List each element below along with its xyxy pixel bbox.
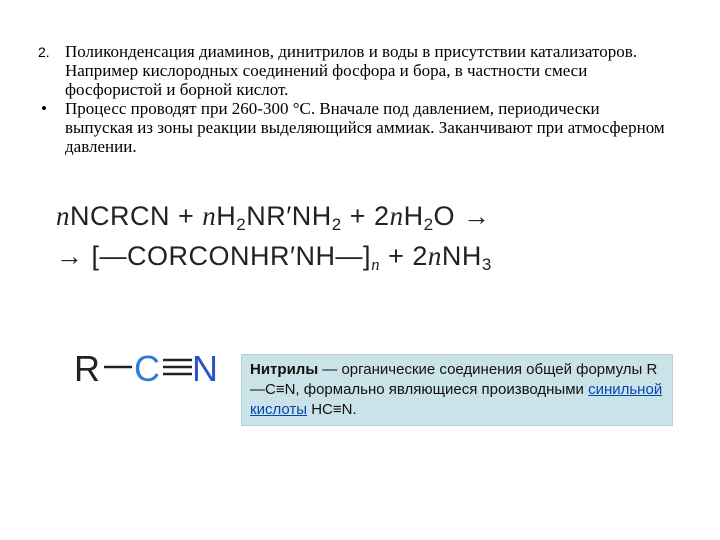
reactant-diamine: H <box>216 201 237 231</box>
atom-n: N <box>192 348 218 388</box>
reactant-dinitrile: NCRCN + <box>70 201 203 231</box>
equation-line-1 <box>56 196 492 236</box>
subscript: 2 <box>423 215 434 234</box>
triple-bond <box>163 360 192 374</box>
product-ammonia: NH <box>441 241 482 271</box>
coef-n: n <box>389 201 404 231</box>
definition-term: Нитрилы <box>250 361 319 378</box>
paragraph-text: Процесс проводят при 260-300 °С. Вначале под давлением, периодически выпуская из зоны реакции выделяющийся аммиак. Заканчивают при атмосферном давлении. <box>65 99 665 156</box>
definition-text-end: HC≡N. <box>307 401 357 418</box>
subscript-n-text: n <box>371 255 381 274</box>
reaction-equation <box>56 196 492 276</box>
definition-box <box>241 354 673 426</box>
hydrocyanic-acid-link[interactable]: синильной кислоты <box>250 381 663 418</box>
coef-n: n <box>202 201 217 231</box>
reactant-diamine-rest: NR′NH <box>246 201 332 231</box>
paragraph-text: Поликонденсация диаминов, динитрилов и воды в присутствии катализаторов. Например кислородных соединений фосфора и бора, в частности смеси фосфористой и борной кислот. <box>65 42 637 99</box>
subscript-n <box>371 255 380 274</box>
subscript: 3 <box>481 255 492 274</box>
coef-n: n <box>427 241 442 271</box>
definition-text: — органические соединения общей формулы R—C≡N, формально являющиеся производными <box>250 361 658 398</box>
list-number: 2. <box>38 44 50 60</box>
atom-c: C <box>134 348 160 388</box>
reactant-water-rest: O → <box>433 201 491 231</box>
reactant-water: H <box>403 201 424 231</box>
nitrile-structure <box>74 346 224 388</box>
text-block <box>38 42 668 156</box>
subscript: 2 <box>331 215 342 234</box>
plus-sign: + 2 <box>380 241 428 271</box>
bullet-marker: • <box>41 99 47 118</box>
equation-line-2 <box>56 236 492 276</box>
paragraph-item-2 <box>38 42 668 99</box>
plus-sign: + 2 <box>341 201 390 231</box>
subscript: 2 <box>236 215 247 234</box>
atom-r: R <box>74 348 100 388</box>
paragraph-bullet <box>38 99 668 156</box>
product-polyamide: → [—CORCONHR′NH—] <box>56 241 372 271</box>
coef-n: n <box>56 201 70 231</box>
